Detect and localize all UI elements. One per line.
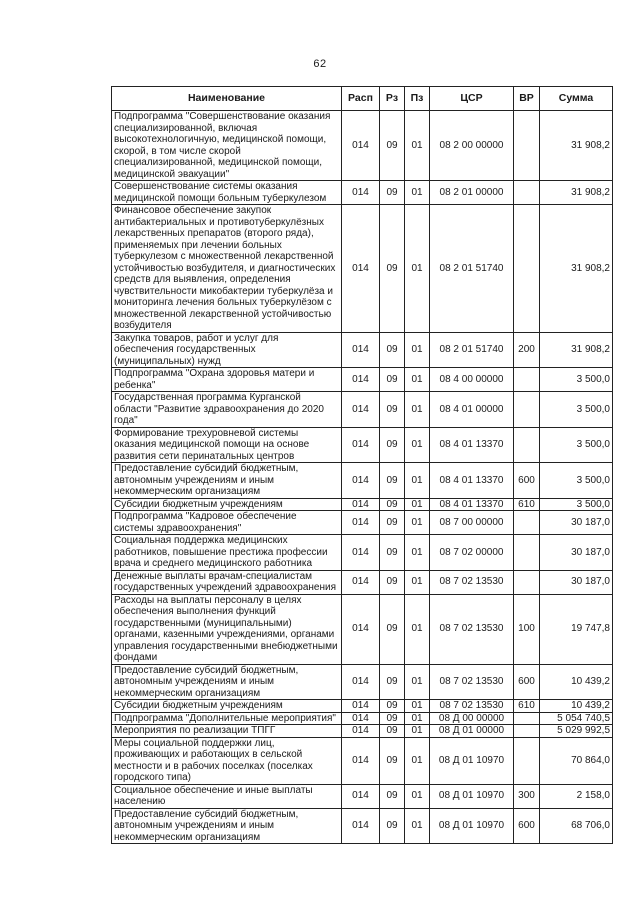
- row-rasp: 014: [342, 205, 380, 333]
- row-pz: 01: [405, 535, 430, 571]
- table-row: [112, 392, 613, 428]
- row-csr: 08 7 02 13530: [430, 664, 514, 700]
- row-rasp: 014: [342, 594, 380, 664]
- row-rasp: 014: [342, 535, 380, 571]
- row-vr: [514, 535, 540, 571]
- row-name: Государственная программа Курганской области "Развитие здравоохранения до 2020 года": [112, 392, 342, 428]
- row-rasp: 014: [342, 332, 380, 368]
- row-rz: 09: [380, 700, 405, 713]
- row-rz: 09: [380, 784, 405, 808]
- table-row: [112, 664, 613, 700]
- row-name: Финансовое обеспечение закупок антибактериальных и противотуберкулёзных лекарственных препаратов (второго ряда), применяемых при лечении больных туберкулезом с множественной лекарственной устойчивостью возбудителя, и диагностических средств для выявления, определения чувствительности микобактерии туберкулёза и мониторинга лечения больных туберкулёзом с множественной лекарственной устойчивостью возбудителя: [112, 205, 342, 333]
- row-rasp: 014: [342, 725, 380, 738]
- row-sum: 31 908,2: [540, 181, 613, 205]
- row-csr: 08 7 02 13530: [430, 700, 514, 713]
- table-row: [112, 511, 613, 535]
- row-pz: 01: [405, 427, 430, 463]
- row-vr: [514, 570, 540, 594]
- row-sum: 68 706,0: [540, 808, 613, 844]
- row-sum: 30 187,0: [540, 535, 613, 571]
- row-rasp: 014: [342, 392, 380, 428]
- budget-table: [111, 86, 613, 844]
- row-pz: 01: [405, 570, 430, 594]
- row-pz: 01: [405, 205, 430, 333]
- row-rz: 09: [380, 594, 405, 664]
- row-name: Субсидии бюджетным учреждениям: [112, 700, 342, 713]
- row-rz: 09: [380, 712, 405, 725]
- row-name: Совершенствование системы оказания медицинской помощи больным туберкулезом: [112, 181, 342, 205]
- row-rasp: 014: [342, 737, 380, 784]
- table-row: [112, 594, 613, 664]
- row-vr: 610: [514, 498, 540, 511]
- row-name: Подпрограмма "Дополнительные мероприятия": [112, 712, 342, 725]
- row-rz: 09: [380, 808, 405, 844]
- table-row: [112, 427, 613, 463]
- table-row: [112, 700, 613, 713]
- table-row: [112, 111, 613, 181]
- row-rz: 09: [380, 463, 405, 499]
- row-name: Денежные выплаты врачам-специалистам государственных учреждений здравоохранения: [112, 570, 342, 594]
- row-vr: [514, 725, 540, 738]
- row-csr: 08 Д 01 10970: [430, 808, 514, 844]
- row-sum: 70 864,0: [540, 737, 613, 784]
- row-vr: 600: [514, 664, 540, 700]
- row-sum: 3 500,0: [540, 368, 613, 392]
- row-pz: 01: [405, 511, 430, 535]
- row-csr: 08 7 02 13530: [430, 570, 514, 594]
- row-csr: 08 4 01 00000: [430, 392, 514, 428]
- page-number: 62: [313, 58, 327, 70]
- table-row: [112, 535, 613, 571]
- row-name: Предоставление субсидий бюджетным, автономным учреждениям и иным некоммерческим организациям: [112, 463, 342, 499]
- row-csr: 08 Д 01 10970: [430, 737, 514, 784]
- table-row: [112, 332, 613, 368]
- header-sum: Сумма: [540, 87, 613, 111]
- row-sum: 10 439,2: [540, 664, 613, 700]
- row-csr: 08 4 00 00000: [430, 368, 514, 392]
- row-pz: 01: [405, 712, 430, 725]
- row-rasp: 014: [342, 808, 380, 844]
- row-rz: 09: [380, 332, 405, 368]
- row-rz: 09: [380, 725, 405, 738]
- row-vr: [514, 392, 540, 428]
- row-vr: [514, 511, 540, 535]
- row-rz: 09: [380, 205, 405, 333]
- row-sum: 2 158,0: [540, 784, 613, 808]
- row-rz: 09: [380, 111, 405, 181]
- row-name: Расходы на выплаты персоналу в целях обеспечения выполнения функций государственными (муниципальными) органами, казенными учреждениями, органами управления государственными внебюджетными фондами: [112, 594, 342, 664]
- row-rz: 09: [380, 392, 405, 428]
- row-name: Формирование трехуровневой системы оказания медицинской помощи на основе развития сети перинатальных центров: [112, 427, 342, 463]
- row-name: Подпрограмма "Охрана здоровья матери и ребенка": [112, 368, 342, 392]
- row-pz: 01: [405, 725, 430, 738]
- row-pz: 01: [405, 784, 430, 808]
- table-row: [112, 498, 613, 511]
- row-rasp: 014: [342, 498, 380, 511]
- row-vr: [514, 205, 540, 333]
- table-header-row: [112, 87, 613, 111]
- row-sum: 5 029 992,5: [540, 725, 613, 738]
- row-rasp: 014: [342, 784, 380, 808]
- row-csr: 08 7 02 00000: [430, 535, 514, 571]
- row-rasp: 014: [342, 427, 380, 463]
- row-vr: 300: [514, 784, 540, 808]
- row-name: Социальное обеспечение и иные выплаты населению: [112, 784, 342, 808]
- row-vr: [514, 111, 540, 181]
- row-pz: 01: [405, 463, 430, 499]
- row-pz: 01: [405, 368, 430, 392]
- row-pz: 01: [405, 737, 430, 784]
- row-rz: 09: [380, 664, 405, 700]
- row-pz: 01: [405, 808, 430, 844]
- row-pz: 01: [405, 498, 430, 511]
- table-row: [112, 570, 613, 594]
- header-csr: ЦСР: [430, 87, 514, 111]
- row-rz: 09: [380, 737, 405, 784]
- table-row: [112, 181, 613, 205]
- row-rz: 09: [380, 368, 405, 392]
- row-rasp: 014: [342, 570, 380, 594]
- row-vr: [514, 368, 540, 392]
- row-pz: 01: [405, 664, 430, 700]
- row-name: Мероприятия по реализации ТПГГ: [112, 725, 342, 738]
- row-rasp: 014: [342, 511, 380, 535]
- row-rz: 09: [380, 570, 405, 594]
- table-row: [112, 712, 613, 725]
- row-csr: 08 Д 01 00000: [430, 725, 514, 738]
- table-row: [112, 737, 613, 784]
- row-rz: 09: [380, 427, 405, 463]
- row-name: Закупка товаров, работ и услуг для обеспечения государственных (муниципальных) нужд: [112, 332, 342, 368]
- row-sum: 31 908,2: [540, 111, 613, 181]
- row-csr: 08 Д 00 00000: [430, 712, 514, 725]
- row-pz: 01: [405, 181, 430, 205]
- row-rz: 09: [380, 498, 405, 511]
- row-sum: 3 500,0: [540, 427, 613, 463]
- row-rasp: 014: [342, 181, 380, 205]
- header-pz: Пз: [405, 87, 430, 111]
- row-csr: 08 2 00 00000: [430, 111, 514, 181]
- row-name: Подпрограмма "Кадровое обеспечение системы здравоохранения": [112, 511, 342, 535]
- row-csr: 08 7 02 13530: [430, 594, 514, 664]
- row-csr: 08 2 01 51740: [430, 332, 514, 368]
- row-name: Меры социальной поддержки лиц, проживающих и работающих в сельской местности и в рабочих поселках (поселках городского типа): [112, 737, 342, 784]
- header-name: Наименование: [112, 87, 342, 111]
- row-csr: 08 2 01 00000: [430, 181, 514, 205]
- row-rz: 09: [380, 511, 405, 535]
- row-rasp: 014: [342, 368, 380, 392]
- row-sum: 10 439,2: [540, 700, 613, 713]
- row-pz: 01: [405, 594, 430, 664]
- table-row: [112, 784, 613, 808]
- row-vr: 600: [514, 463, 540, 499]
- table-row: [112, 463, 613, 499]
- row-sum: 30 187,0: [540, 511, 613, 535]
- row-vr: 610: [514, 700, 540, 713]
- row-vr: 600: [514, 808, 540, 844]
- row-rasp: 014: [342, 700, 380, 713]
- row-csr: 08 4 01 13370: [430, 427, 514, 463]
- row-sum: 31 908,2: [540, 205, 613, 333]
- row-pz: 01: [405, 111, 430, 181]
- row-sum: 3 500,0: [540, 463, 613, 499]
- row-name: Субсидии бюджетным учреждениям: [112, 498, 342, 511]
- row-vr: [514, 181, 540, 205]
- row-rz: 09: [380, 181, 405, 205]
- row-sum: 19 747,8: [540, 594, 613, 664]
- row-csr: 08 7 00 00000: [430, 511, 514, 535]
- row-name: Предоставление субсидий бюджетным, автономным учреждениям и иным некоммерческим организациям: [112, 808, 342, 844]
- row-csr: 08 2 01 51740: [430, 205, 514, 333]
- row-pz: 01: [405, 700, 430, 713]
- table-row: [112, 368, 613, 392]
- row-sum: 3 500,0: [540, 498, 613, 511]
- row-csr: 08 4 01 13370: [430, 498, 514, 511]
- header-rasp: Расп: [342, 87, 380, 111]
- row-rasp: 014: [342, 712, 380, 725]
- row-csr: 08 4 01 13370: [430, 463, 514, 499]
- table-row: [112, 725, 613, 738]
- row-sum: 5 054 740,5: [540, 712, 613, 725]
- row-rasp: 014: [342, 664, 380, 700]
- row-csr: 08 Д 01 10970: [430, 784, 514, 808]
- header-vr: ВР: [514, 87, 540, 111]
- row-rasp: 014: [342, 111, 380, 181]
- row-vr: [514, 737, 540, 784]
- row-vr: [514, 427, 540, 463]
- row-pz: 01: [405, 332, 430, 368]
- row-sum: 3 500,0: [540, 392, 613, 428]
- table-row: [112, 205, 613, 333]
- row-rasp: 014: [342, 463, 380, 499]
- row-vr: 100: [514, 594, 540, 664]
- row-name: Предоставление субсидий бюджетным, автономным учреждениям и иным некоммерческим организациям: [112, 664, 342, 700]
- table-row: [112, 808, 613, 844]
- header-rz: Рз: [380, 87, 405, 111]
- row-vr: 200: [514, 332, 540, 368]
- row-sum: 31 908,2: [540, 332, 613, 368]
- row-vr: [514, 712, 540, 725]
- row-name: Социальная поддержка медицинских работников, повышение престижа профессии врача и среднего медицинского работника: [112, 535, 342, 571]
- row-pz: 01: [405, 392, 430, 428]
- row-sum: 30 187,0: [540, 570, 613, 594]
- row-rz: 09: [380, 535, 405, 571]
- row-name: Подпрограмма "Совершенствование оказания специализированной, включая высокотехнологичную, медицинской помощи, скорой, в том числе скорой специализированной, медицинской помощи, медицинской эвакуации": [112, 111, 342, 181]
